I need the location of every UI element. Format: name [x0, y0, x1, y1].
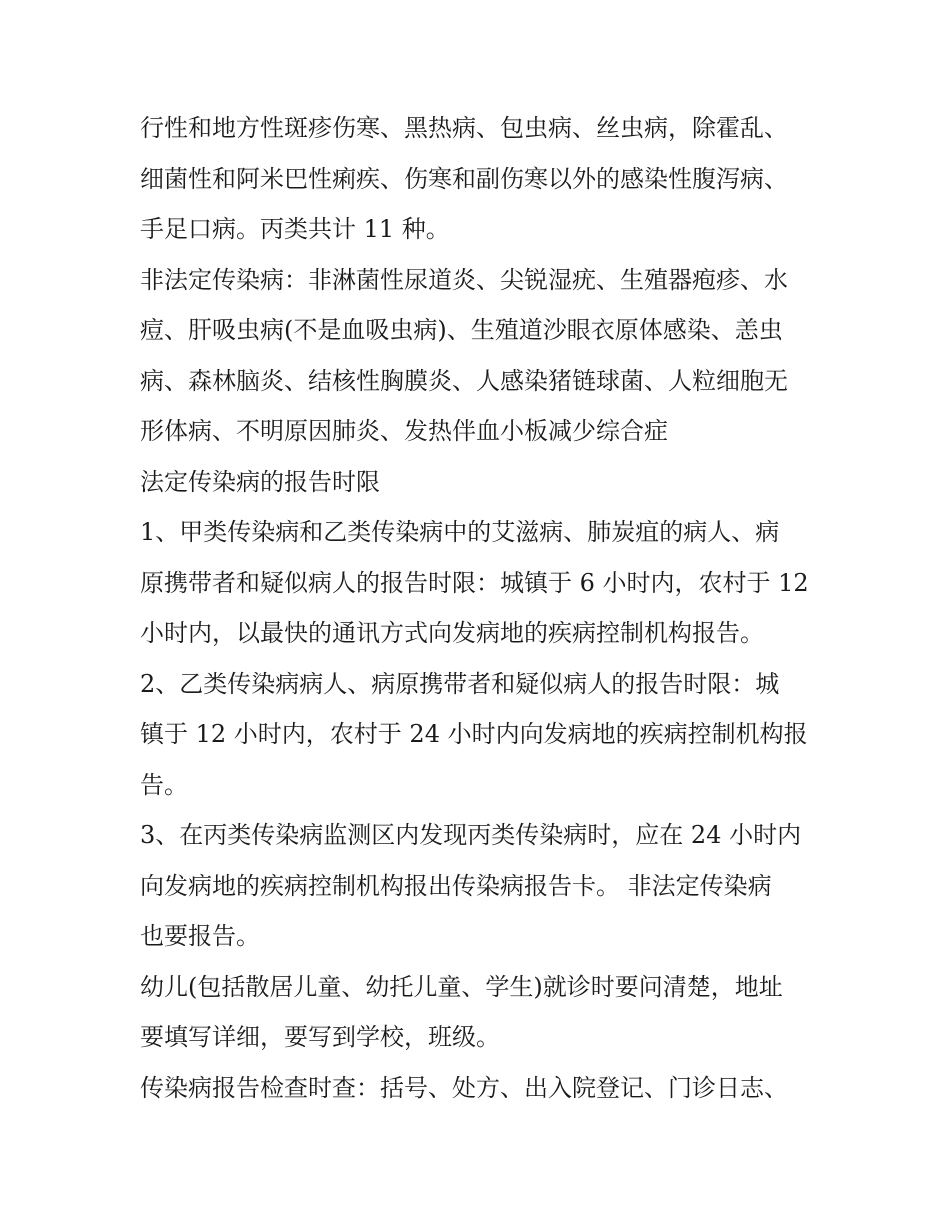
text-line: 2、乙类传染病病人、病原携带者和疑似病人的报告时限：城 [140, 669, 780, 698]
text-line: 行性和地方性斑疹伤寒、黑热病、包虫病、丝虫病，除霍乱、 [140, 114, 788, 142]
text-line: 1、甲类传染病和乙类传染病中的艾滋病、肺炭疽的病人、病 [140, 518, 780, 546]
paragraph-rule-3 [140, 810, 820, 962]
text-line: 形体病、不明原因肺炎、发热伴血小板减少综合症 [140, 417, 668, 445]
text-line: 小时内，以最快的通讯方式向发病地的疾病控制机构报告。 [140, 619, 764, 647]
text-line: 告。 [140, 770, 188, 799]
text-line: 细菌性和阿米巴性痢疾、伤寒和副伤寒以外的感染性腹泻病、 [140, 164, 788, 193]
text-line: 幼儿(包括散居儿童、幼托儿童、学生)就诊时要问清楚，地址 [140, 972, 783, 1001]
paragraph-children-address [140, 962, 820, 1063]
text-line: 要填写详细，要写到学校，班级。 [140, 1023, 500, 1051]
paragraph-rule-1 [140, 507, 820, 659]
section-heading: 法定传染病的报告时限 [140, 467, 380, 496]
paragraph-rule-2 [140, 659, 820, 811]
text-line: 也要报告。 [140, 922, 260, 950]
text-line: 传染病报告检查时查：括号、处方、出入院登记、门诊日志、 [140, 1073, 788, 1102]
text-line: 原携带者和疑似病人的报告时限：城镇于 6 小时内，农村于 12 [140, 568, 809, 597]
text-line: 镇于 12 小时内，农村于 24 小时内向发病地的疾病控制机构报 [140, 720, 808, 748]
text-line: 痘、肝吸虫病(不是血吸虫病)、生殖道沙眼衣原体感染、恙虫 [140, 316, 783, 344]
text-line: 病、森林脑炎、结核性胸膜炎、人感染猪链球菌、人粒细胞无 [140, 366, 788, 395]
text-line: 3、在丙类传染病监测区内发现丙类传染病时，应在 24 小时内 [140, 821, 802, 849]
section-heading-report-deadlines [140, 457, 820, 508]
paragraph-non-statutory-diseases [140, 255, 820, 457]
paragraph-report-check [140, 1063, 820, 1114]
paragraph-class-c-diseases [140, 103, 820, 255]
text-line: 向发病地的疾病控制机构报出传染病报告卡。 非法定传染病 [140, 871, 772, 900]
document-body [140, 103, 820, 1113]
text-line: 非法定传染病：非淋菌性尿道炎、尖锐湿疣、生殖器疱疹、水 [140, 265, 788, 294]
text-line: 手足口病。丙类共计 11 种。 [140, 215, 450, 243]
